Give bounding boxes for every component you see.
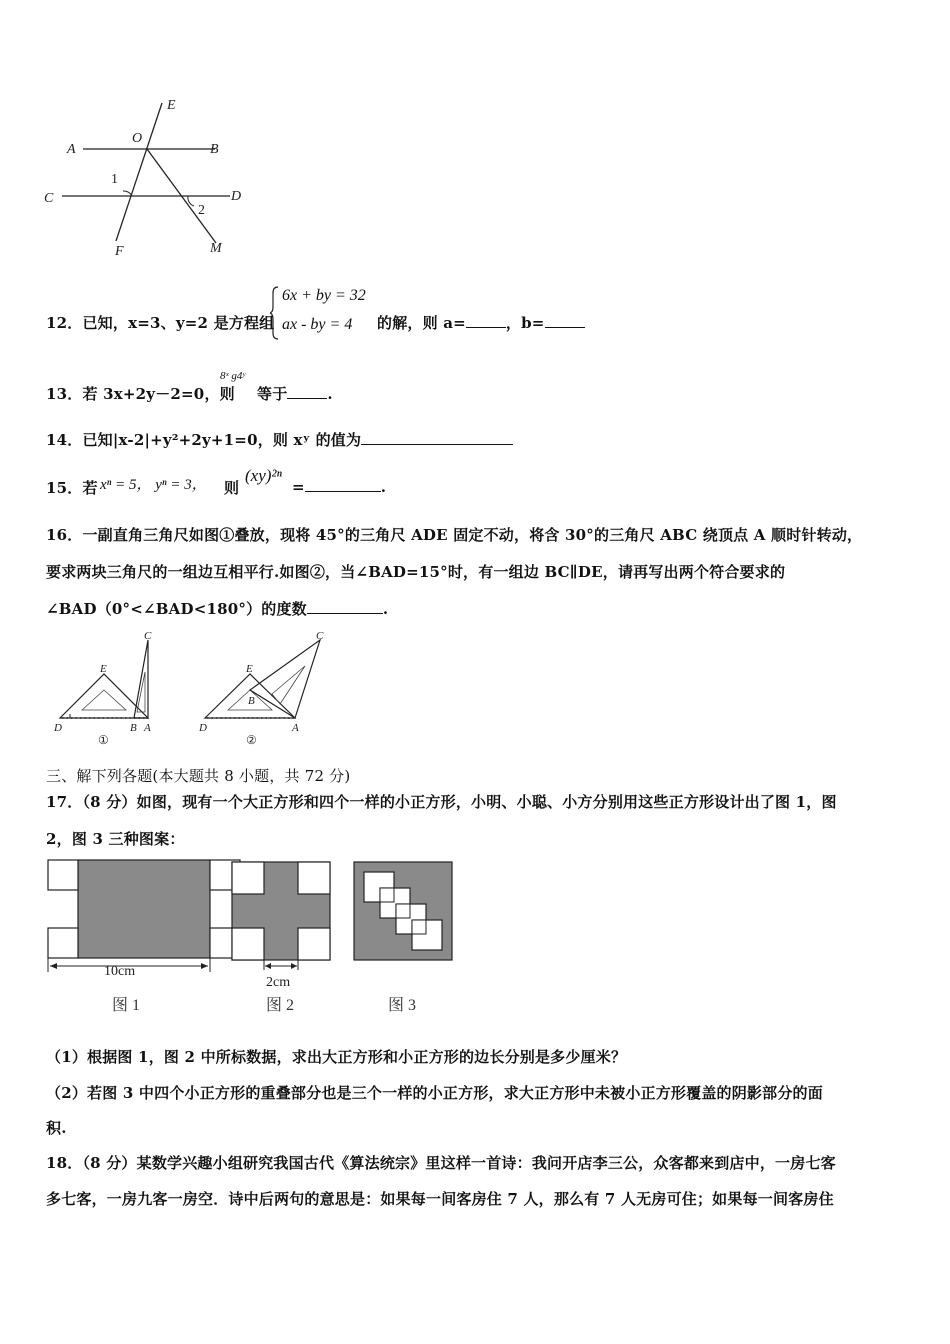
question-15 [46, 477, 98, 498]
label-f: F [115, 244, 124, 259]
q12-equation-2: ax - by = 4 [282, 316, 353, 333]
q17-line-1: 17．（8 分）如图，现有一个大正方形和四个一样的小正方形，小明、小聪、小方分别用这些正方形设计出了图 1，图 [46, 793, 837, 811]
q16-blank[interactable] [307, 599, 383, 614]
fig2-caption: 图 2 [266, 997, 295, 1014]
q17-sub-2-line-1: （2）若图 3 中四个小正方形的重叠部分也是三个一样的小正方形，求大正方形中未被小正方形覆盖的阴影部分的面 [46, 1084, 823, 1102]
q12-answer-line [377, 312, 585, 333]
fig1-label-b: B [130, 722, 137, 734]
fig2-label-e: E [246, 663, 253, 675]
q13-expression: 8ˣ g4ʸ [220, 370, 246, 382]
q17-line-2: 2，图 3 三种图案： [46, 830, 185, 848]
q16-line-3 [46, 598, 388, 619]
fig1-label-c: C [144, 630, 152, 642]
fig2-label-d: D [199, 722, 207, 734]
fig1-caption: 图 1 [112, 997, 141, 1014]
label-angle-2: 2 [198, 203, 205, 218]
square-patterns-figure [44, 858, 464, 1018]
q13-end: . [327, 385, 333, 403]
fig1-caption: ① [98, 733, 109, 747]
q14-text: 14．已知|x-2|+y²+2y+1=0，则 xʸ 的值为 [46, 431, 362, 449]
q16-line-1: 16．一副直角三角尺如图①叠放，现将 45°的三角尺 ADE 固定不动，将含 30°的三角尺 ABC 绕顶点 A 顺时针转动， [46, 526, 863, 544]
fig2-label-c: C [316, 630, 324, 642]
q17-sub-1: （1）根据图 1，图 2 中所标数据，求出大正方形和小正方形的边长分别是多少厘米？ [46, 1048, 627, 1066]
pattern-figure-2 [232, 862, 330, 1014]
question-14 [46, 429, 513, 450]
fig1-label-e: E [100, 663, 107, 675]
parallel-lines-figure [40, 95, 260, 260]
q16-line-2: 要求两块三角尺的一组边互相平行.如图②，当∠BAD=15°时，有一组边 BC∥DE，请再写出两个符合要求的 [46, 563, 786, 581]
q13-prefix: 13．若 3x+2y－2=0，则 [46, 385, 235, 403]
fig2-caption: ② [246, 733, 257, 747]
q13-blank[interactable] [287, 384, 327, 399]
q15-expression: (xy)²ⁿ [245, 466, 282, 485]
q18-line-2: 多七客，一房九客一房空．诗中后两句的意思是：如果每一间客房住 7 人，那么有 7 人无房可住；如果每一间客房住 [46, 1190, 834, 1208]
label-e: E [167, 98, 176, 113]
label-d: D [231, 189, 242, 204]
label-angle-1: 1 [111, 172, 118, 187]
q15-prefix: 15．若 [46, 479, 98, 497]
q13-answer-line [257, 383, 333, 404]
section-3-title: 三、解下列各题(本大题共 8 小题，共 72 分) [46, 767, 351, 785]
q12-suffix: 的解，则 a= [377, 314, 466, 332]
q12-blank-b[interactable] [545, 313, 585, 328]
fig2-label-a: A [292, 722, 299, 734]
q16-end: . [382, 600, 389, 618]
fig1-label-a: A [144, 722, 151, 734]
label-m: M [210, 241, 222, 256]
figure-2 [198, 630, 324, 747]
question-12 [46, 312, 274, 333]
fig1-label-d: D [54, 722, 62, 734]
system-brace [270, 285, 280, 341]
fig1-dimension: 10cm [104, 964, 136, 979]
q13-suffix: 等于 [257, 385, 288, 403]
label-b: B [210, 142, 219, 157]
q12-prefix: 12．已知，x=3、y=2 是方程组 [46, 314, 275, 332]
question-13 [46, 383, 235, 404]
fig2-dimension: 2cm [266, 975, 291, 990]
q18-line-1: 18．（8 分）某数学兴趣小组研究我国古代《算法统宗》里这样一首诗：我问开店李三公，众客都来到店中，一房七客 [46, 1154, 836, 1172]
q12-blank-a[interactable] [466, 313, 506, 328]
q15-condition: xⁿ = 5， yⁿ = 3， [100, 477, 207, 493]
label-o: O [132, 131, 143, 146]
fig3-caption: 图 3 [388, 997, 417, 1014]
label-c: C [44, 191, 54, 206]
q16-line-3-text: ∠BAD（0°<∠BAD<180°）的度数 [46, 600, 307, 618]
angle-2-arc [188, 196, 194, 206]
q12-mid: ，b= [505, 314, 545, 332]
q15-eq: = [292, 478, 305, 496]
q15-answer-line [292, 477, 386, 496]
line-ef [116, 103, 162, 241]
q15-then: 则 [224, 479, 240, 497]
q15-end: . [380, 478, 387, 496]
q12-equation-1: 6x + by = 32 [282, 287, 366, 304]
q14-blank[interactable] [361, 430, 513, 445]
q17-sub-2-line-2: 积. [46, 1119, 67, 1137]
triangle-rulers-figure [50, 630, 340, 750]
figure-1 [53, 630, 152, 747]
label-a: A [67, 142, 76, 157]
q15-blank[interactable] [305, 477, 381, 492]
fig2-label-b: B [248, 695, 255, 707]
pattern-figure-3 [354, 862, 452, 1014]
pattern-figure-1 [48, 860, 240, 1014]
